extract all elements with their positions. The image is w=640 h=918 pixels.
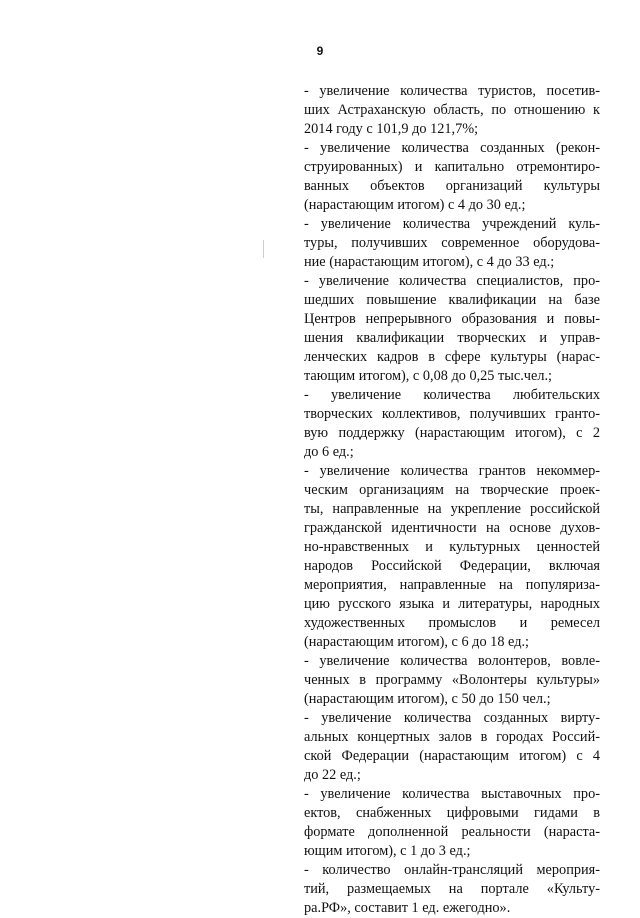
text-line: - увеличение количества созданных вирту- (304, 710, 600, 726)
text-line: тий, размещаемых на портале «Культу- (304, 881, 600, 897)
text-line: - количество онлайн-трансляций мероприя- (304, 862, 600, 878)
text-line: народов Российской Федерации, включая (304, 558, 600, 574)
text-line: ты, направленные на укрепление российской (304, 501, 600, 517)
text-line: (нарастающим итогом), с 6 до 18 ед.; (304, 634, 530, 650)
text-line: туры, получивших современное оборудова- (304, 235, 600, 251)
text-line: ющим итогом), с 1 до 3 ед.; (304, 843, 471, 859)
text-line: формате дополненной реальности (нараста- (304, 824, 600, 840)
text-line: - увеличение количества созданных (рекон- (304, 140, 600, 156)
list-item (304, 139, 600, 215)
text-line: тающим итогом), с 0,08 до 0,25 тыс.чел.; (304, 368, 553, 384)
text-line: ших Астраханскую область, по отношению к (304, 102, 600, 118)
page-number: 9 (316, 44, 324, 58)
text-line: ние (нарастающим итогом), с 4 до 33 ед.; (304, 254, 555, 270)
list-item (304, 272, 600, 386)
list-item (304, 215, 600, 272)
text-line: цию русского языка и литературы, народных (304, 596, 600, 612)
text-line: - увеличение количества любительских (304, 387, 600, 403)
text-line: ленческих кадров в сфере культуры (нарас- (304, 349, 600, 365)
list-item (304, 785, 600, 861)
text-line: - увеличение количества туристов, посетив- (304, 83, 600, 99)
text-line: ра.РФ», составит 1 ед. ежегодно». (304, 900, 511, 916)
list-item (304, 709, 600, 785)
text-line: ченных в программу «Волонтеры культуры» (304, 672, 600, 688)
list-item (304, 82, 600, 139)
list-item (304, 462, 600, 652)
text-line: ванных объектов организаций культуры (304, 178, 600, 194)
text-line: гражданской идентичности на основе духов- (304, 520, 600, 536)
text-line: до 22 ед.; (304, 767, 361, 783)
text-line: вую поддержку (нарастающим итогом), с 2 (304, 425, 600, 441)
text-line: ектов, снабженных цифровыми гидами в (304, 805, 600, 821)
text-line: ческим организациям на творческие проек- (304, 482, 600, 498)
scan-artifact-mark (263, 240, 264, 258)
text-line: (нарастающим итогом), с 50 до 150 чел.; (304, 691, 551, 707)
list-item (304, 652, 600, 709)
document-body (304, 82, 600, 918)
text-line: - увеличение количества учреждений куль- (304, 216, 600, 232)
text-line: творческих коллективов, получивших гранто- (304, 406, 600, 422)
list-item (304, 386, 600, 462)
text-line: Центров непрерывного образования и повы- (304, 311, 600, 327)
text-line: шедших повышение квалификации на базе (304, 292, 600, 308)
text-line: - увеличение количества волонтеров, вовле- (304, 653, 600, 669)
text-line: 2014 году с 101,9 до 121,7%; (304, 121, 479, 137)
text-line: - увеличение количества специалистов, про- (304, 273, 600, 289)
text-line: (нарастающим итогом) с 4 до 30 ед.; (304, 197, 526, 213)
text-line: альных концертных залов в городах Россий- (304, 729, 600, 745)
text-line: но-нравственных и культурных ценностей (304, 539, 600, 555)
list-item (304, 861, 600, 918)
text-line: мероприятия, направленные на популяриза- (304, 577, 600, 593)
text-line: струированных) и капитально отремонтиро- (304, 159, 600, 175)
text-line: - увеличение количества выставочных про- (304, 786, 600, 802)
text-line: шения квалификации творческих и управ- (304, 330, 600, 346)
text-line: ской Федерации (нарастающим итогом) с 4 (304, 748, 600, 764)
text-line: до 6 ед.; (304, 444, 354, 460)
text-line: - увеличение количества грантов некоммер- (304, 463, 600, 479)
text-line: художественных промыслов и ремесел (304, 615, 600, 631)
